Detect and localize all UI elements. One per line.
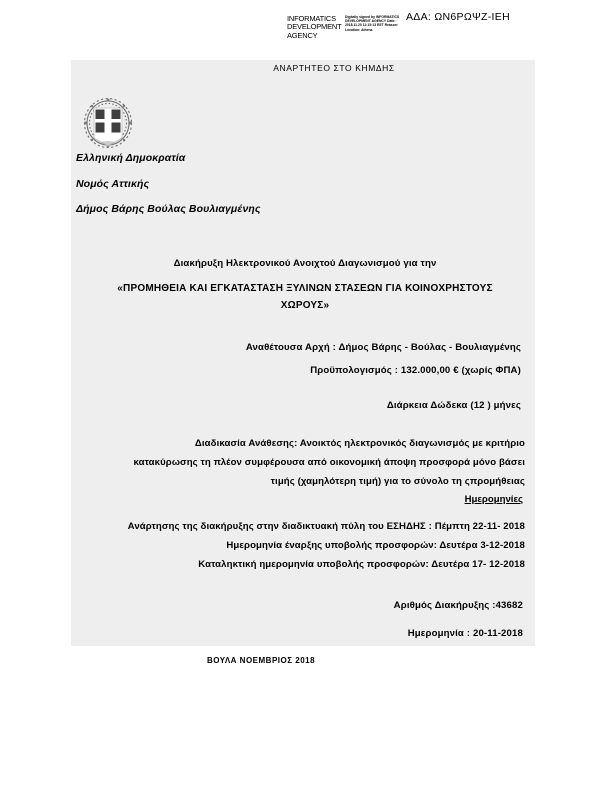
ada-code: ΑΔΑ: ΩΝ6ΡΩΨΖ-ΙΕΗ bbox=[406, 11, 510, 23]
signature-detail-text: Digitally signed by INFORMATICS DEVELOPMENT AGENCY Date: 2018.11.20 11:15:13 EET Reason: Location: Athens bbox=[345, 15, 400, 32]
date-submission-start: Ημερομηνία έναρξης υποβολής προσφορών: Δευτέρα 3-12-2018 bbox=[226, 540, 525, 551]
document-footer: ΒΟΥΛΑ ΝΟΕΜΒΡΙΟΣ 2018 bbox=[206, 656, 316, 665]
document-date: Ημερομηνία : 20-11-2018 bbox=[407, 628, 523, 639]
title-main-line-2: ΧΩΡΟΥΣ» bbox=[280, 300, 330, 311]
digital-signature-stamp bbox=[287, 15, 403, 40]
budget-amount: Προϋπολογισμός : 132.000,00 € (χωρίς ΦΠΑ) bbox=[310, 365, 521, 376]
org-line-country: Ελληνική Δημοκρατία bbox=[76, 152, 186, 164]
contracting-authority: Αναθέτουσα Αρχή : Δήμος Βάρης - Βούλας - Βουλιαγμένης bbox=[245, 342, 521, 353]
authority-details bbox=[71, 342, 521, 388]
title-subtitle: Διακήρυξη Ηλεκτρονικού Ανοιχτού Διαγωνισμού για την bbox=[173, 258, 437, 269]
greek-coat-of-arms-icon bbox=[80, 97, 136, 151]
document-header-band bbox=[0, 0, 612, 60]
organisation-heading bbox=[76, 152, 476, 229]
dates-heading: Ημερομηνίες bbox=[464, 494, 523, 505]
date-publication: Ανάρτησης της διακήρυξης στην διαδικτυακή πύλη του ΕΣΗΔΗΣ : Πέμπτη 22-11- 2018 bbox=[127, 521, 525, 532]
publication-notice: ΑΝΑΡΤΗΤΕΟ ΣΤΟ ΚΗΜΔΗΣ bbox=[273, 63, 395, 73]
org-line-prefecture: Νομός Αττικής bbox=[76, 177, 150, 190]
dates-list bbox=[79, 517, 525, 574]
award-procedure bbox=[79, 434, 525, 491]
title-main-line-1: «ΠΡΟΜΗΘΕΙΑ ΚΑΙ ΕΓΚΑΤΑΣΤΑΣΗ ΞΥΛΙΝΩΝ ΣΤΑΣΕΩΝ ΓΙΑ ΚΟΙΝΟΧΡΗΣΤΟΥΣ bbox=[117, 283, 493, 294]
signature-authority-name: INFORMATICS DEVELOPMENT AGENCY bbox=[287, 14, 342, 40]
procedure-line-1: Διαδικασία Ανάθεσης: Ανοικτός ηλεκτρονικός διαγωνισμός με κριτήριο bbox=[194, 438, 525, 449]
document-page bbox=[71, 60, 535, 665]
declaration-number: Αριθμός Διακήρυξης :43682 bbox=[393, 600, 523, 611]
date-submission-end: Καταληκτική ημερομηνία υποβολής προσφορών: Δευτέρα 17- 12-2018 bbox=[198, 559, 525, 570]
org-line-municipality: Δήμος Βάρης Βούλας Βουλιαγμένης bbox=[76, 203, 261, 215]
contract-duration: Διάρκεια Δώδεκα (12 ) μήνες bbox=[386, 400, 521, 411]
procedure-line-3: τιμής (χαμηλότερη τιμή) για το σύνολο τη ςπρομήθειας bbox=[270, 476, 525, 487]
document-title bbox=[85, 258, 525, 314]
procedure-line-2: κατακύρωσης τη πλέον συμφέρουσα από οικονομική άποψη προσφορά μόνο βάσει bbox=[133, 457, 525, 468]
reference-details bbox=[71, 600, 523, 656]
